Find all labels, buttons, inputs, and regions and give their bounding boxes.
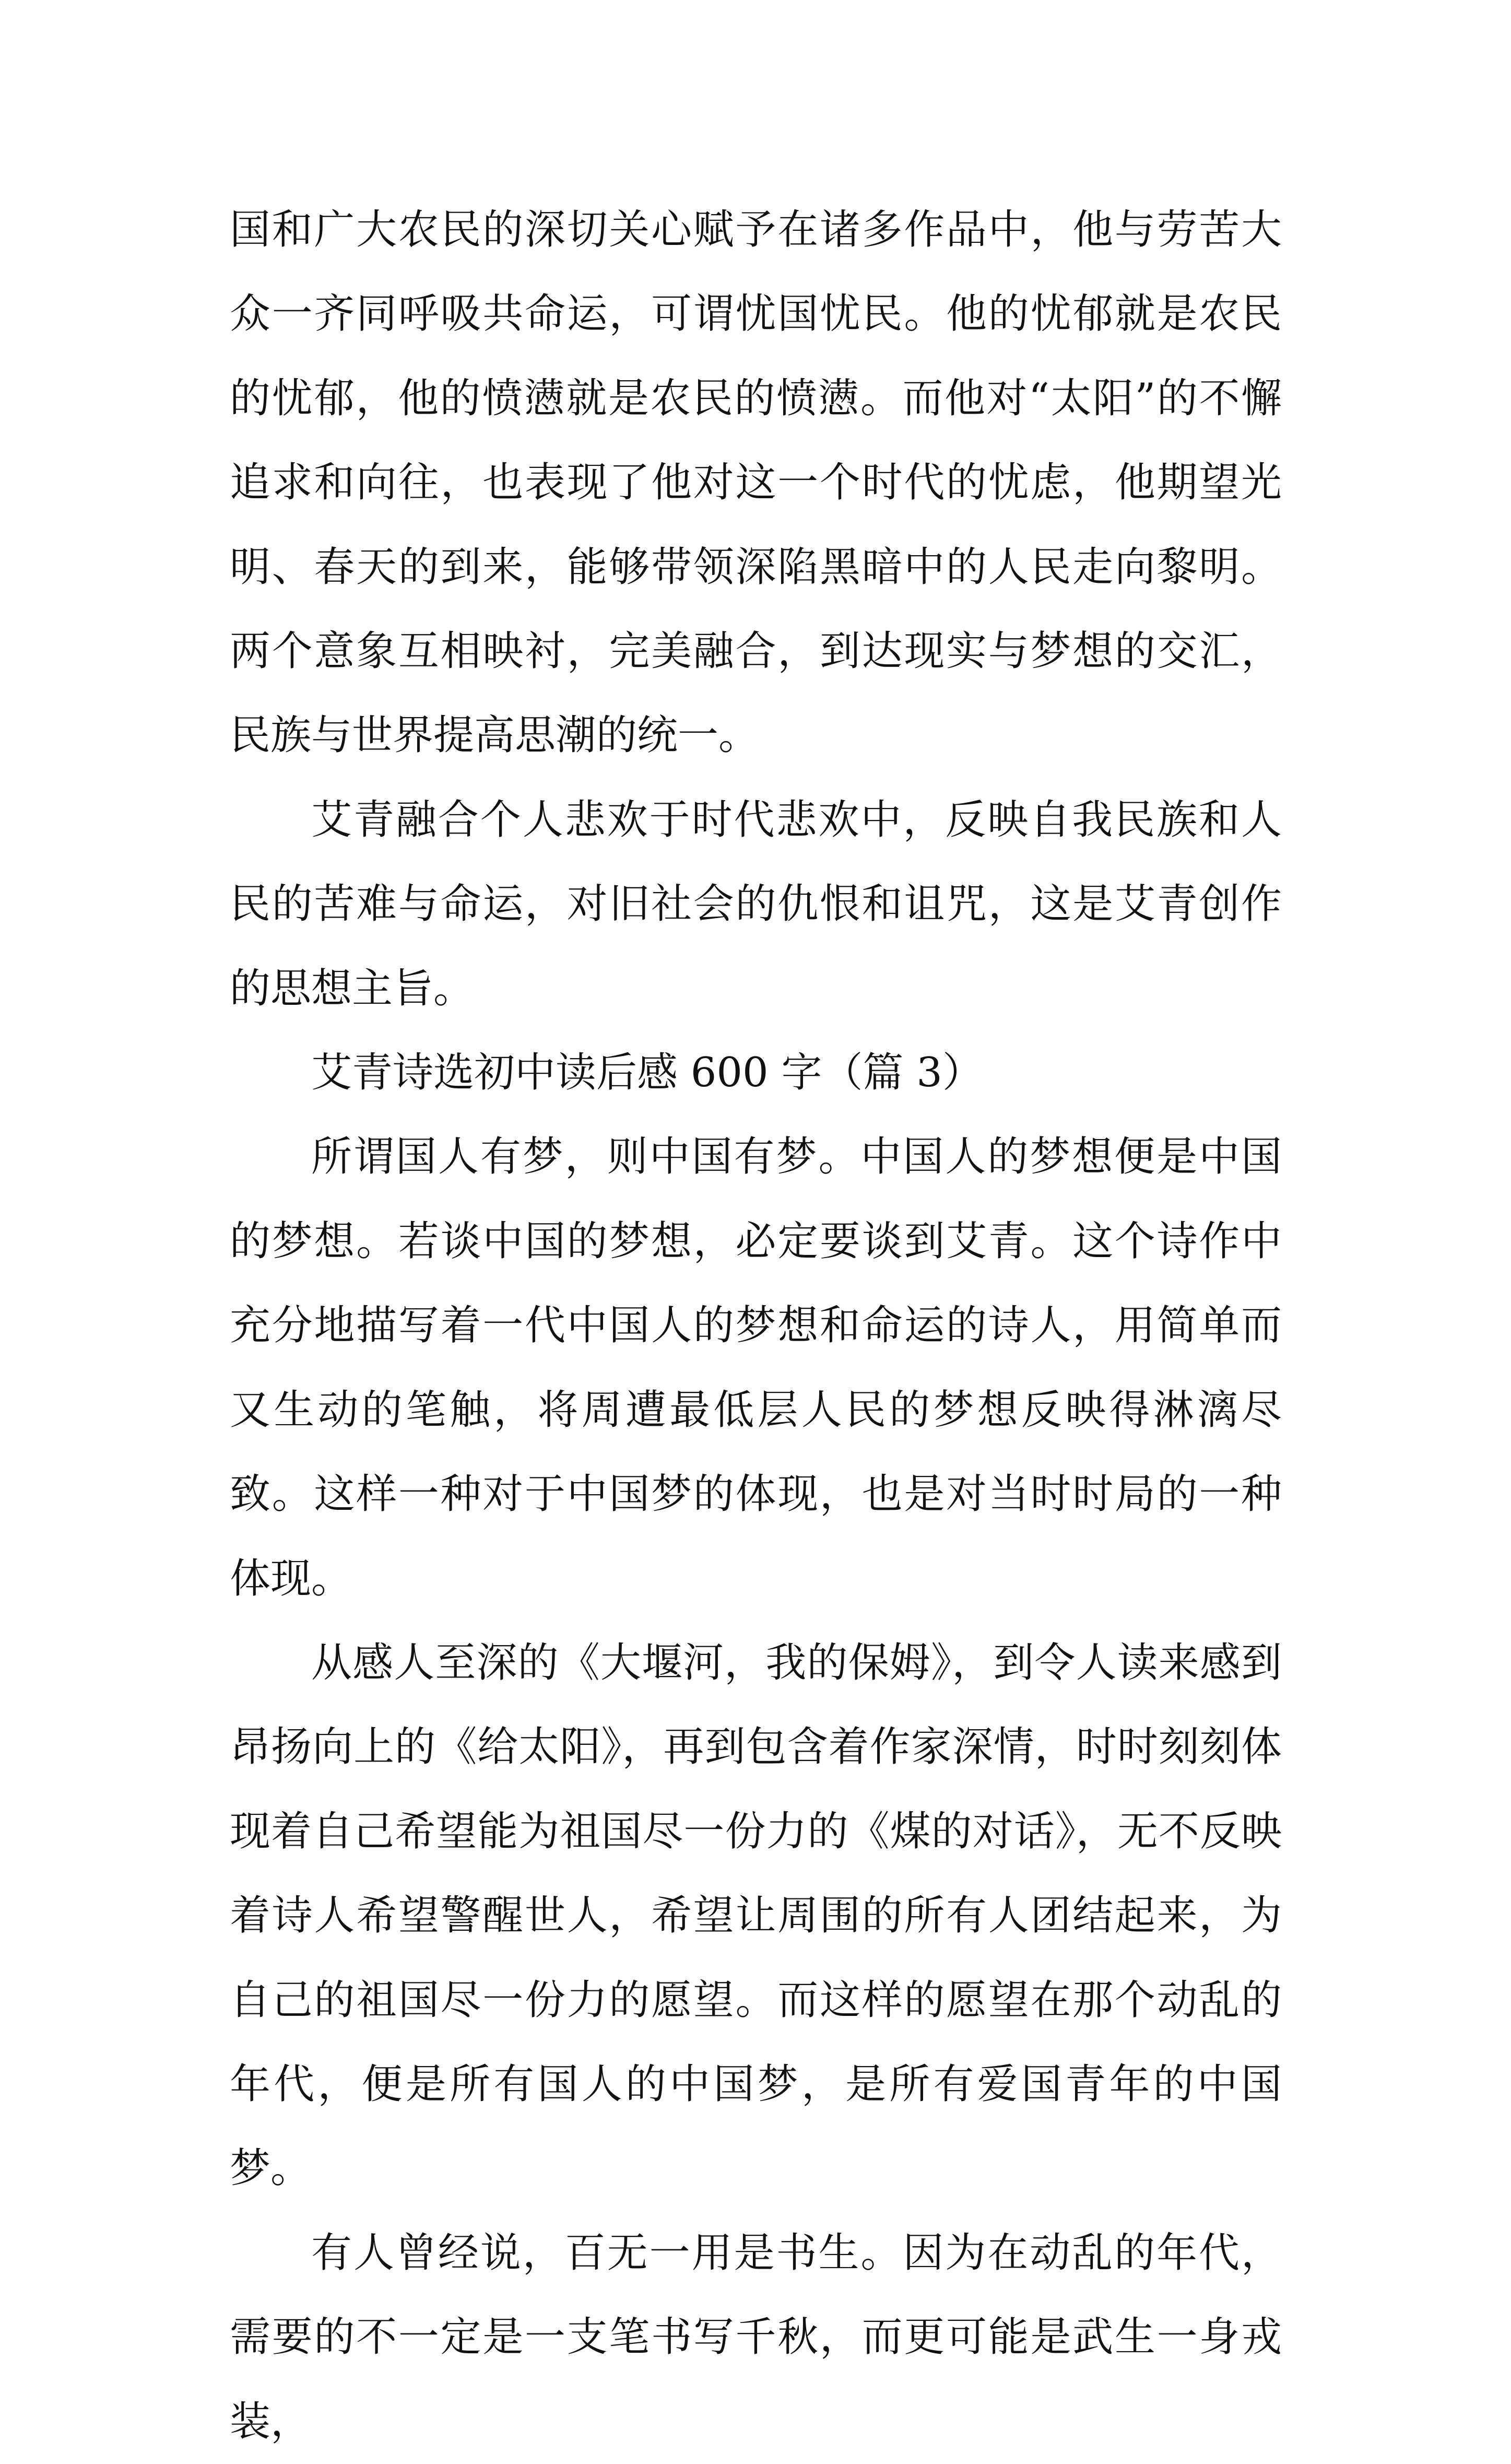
section-heading: 艾青诗选初中读后感 600 字（篇 3） [311,1049,983,1097]
paragraph-thesis: 艾青融合个人悲欢于时代悲欢中，反映自我民族和人民的苦难与命运，对旧社会的仇恨和诅咒，这是艾青创作的思想主旨。 [230,796,1282,1012]
paragraph-poems: 从感人至深的《大堰河，我的保姆》，到令人读来感到昂扬向上的《给太阳》，再到包含着作家深情，时时刻刻体现着自己希望能为祖国尽一份力的《煤的对话》，无不反映着诗人希望警醒世人，希望让周围的所有人团结起来，为自己的祖国尽一份力的愿望。而这样的愿望在那个动乱的年代，便是所有国人的中国梦，是所有爱国青年的中国梦。 [230,1639,1282,2192]
paragraph-scholar: 有人曾经说，百无一用是书生。因为在动乱的年代，需要的不一定是一支笔书写千秋，而更可能是武生一身戎装， [230,2229,1282,2445]
paragraph-chinese-dream: 所谓国人有梦，则中国有梦。中国人的梦想便是中国的梦想。若谈中国的梦想，必定要谈到艾青。这个诗作中充分地描写着一代中国人的梦想和命运的诗人，用简单而又生动的笔触，将周遭最低层人民的梦想反映得淋漓尽致。这样一种对于中国梦的体现，也是对当时时局的一种体现。 [230,1133,1282,1602]
body-text [230,188,1282,2464]
paragraph-continuation: 国和广大农民的深切关心赋予在诸多作品中，他与劳苦大众一齐同呼吸共命运，可谓忧国忧民。他的忧郁就是农民的忧郁，他的愤懑就是农民的愤懑。而他对“太阳”的不懈追求和向往，也表现了他对这一个时代的忧虑，他期望光明、春天的到来，能够带领深陷黑暗中的人民走向黎明。两个意象互相映衬，完美融合，到达现实与梦想的交汇，民族与世界提高思潮的统一。 [230,206,1282,759]
